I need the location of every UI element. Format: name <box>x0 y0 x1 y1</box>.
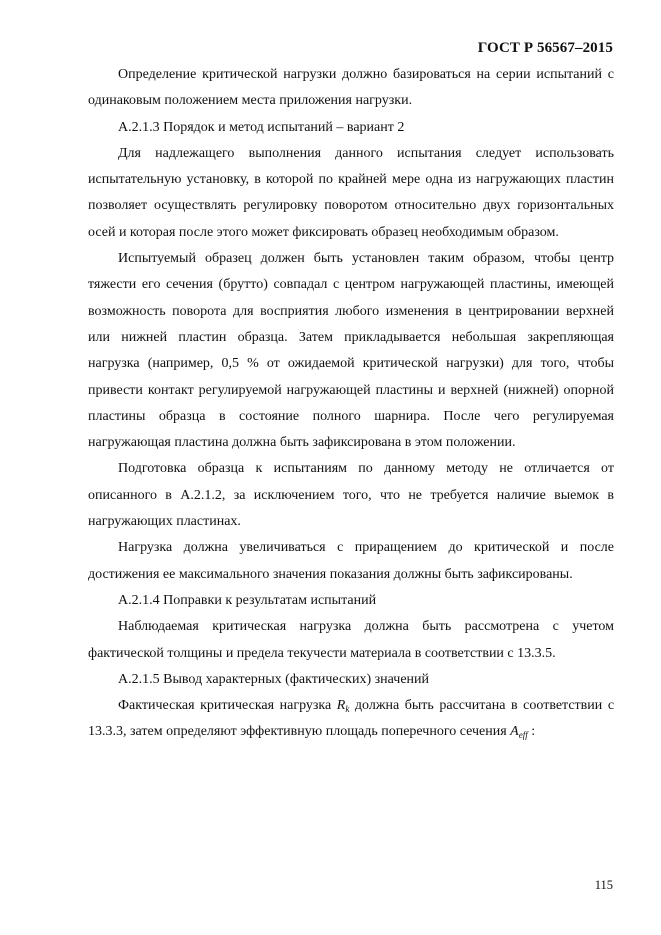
paragraph: Наблюдаемая критическая нагрузка должна быть рассмотрена с учетом фактической толщины и предела текучести материала в соответствии с 13.3.5. <box>88 619 614 661</box>
document-code: ГОСТ Р 56567–2015 <box>477 40 613 56</box>
symbol-aeff <box>510 724 528 739</box>
text-fragment: должна быть рассчитана в соответствии с 13.3.3, затем определяют эффективную площадь поперечного сечения <box>88 698 615 740</box>
symbol-subscript: eff <box>518 730 528 741</box>
page-number: 115 <box>594 878 613 892</box>
text-fragment: Фактическая критическая нагрузка <box>118 698 332 714</box>
symbol-base: A <box>510 724 519 740</box>
paragraph-with-formula <box>88 693 614 746</box>
section-heading: А.2.1.3 Порядок и метод испытаний – вариант 2 <box>118 119 405 135</box>
symbol-base: R <box>336 698 346 714</box>
symbol-subscript: k <box>345 704 350 715</box>
section-heading: А.2.1.4 Поправки к результатам испытаний <box>118 592 377 608</box>
paragraph: Для надлежащего выполнения данного испытания следует использовать испытательную установку, в которой по крайней мере одна из нагружающих пластин позволяет осуществлять регулировку поворотом относительно двух горизонтальных осей и которая после этого может фиксировать образец необходимым образом. <box>88 145 614 240</box>
text-fragment: : <box>531 724 536 740</box>
section-heading: А.2.1.5 Вывод характерных (фактических) значений <box>118 671 430 687</box>
paragraph: Испытуемый образец должен быть установлен таким образом, чтобы центр тяжести его сечения (брутто) совпадал с центром нагружающей пластины, имеющей возможность поворота для восприятия любого изменения в центрировании верхней или нижней пластин образца. Затем прикладывается небольшая закрепляющая нагрузка (например, 0,5 % от ожидаемой критической нагрузки) для того, чтобы привести контакт регулируемой нагружающей пластины и верхней (нижней) опорной пластины образца в состояние полного шарнира. После чего регулируемая нагружающая пластина должна быть зафиксирована в этом положении. <box>88 251 614 451</box>
symbol-rk <box>337 698 350 713</box>
paragraph: Нагрузка должна увеличиваться с приращением до критической и после достижения ее максимального значения показания должны быть зафиксированы. <box>88 540 614 582</box>
paragraph: Подготовка образца к испытаниям по данному методу не отличается от описанного в А.2.1.2, за исключением того, что не требуется наличие выемок в нагружающих пластинах. <box>88 461 614 530</box>
document-body <box>88 62 614 746</box>
paragraph: Определение критической нагрузки должно базироваться на серии испытаний с одинаковым положением места приложения нагрузки. <box>88 67 614 109</box>
